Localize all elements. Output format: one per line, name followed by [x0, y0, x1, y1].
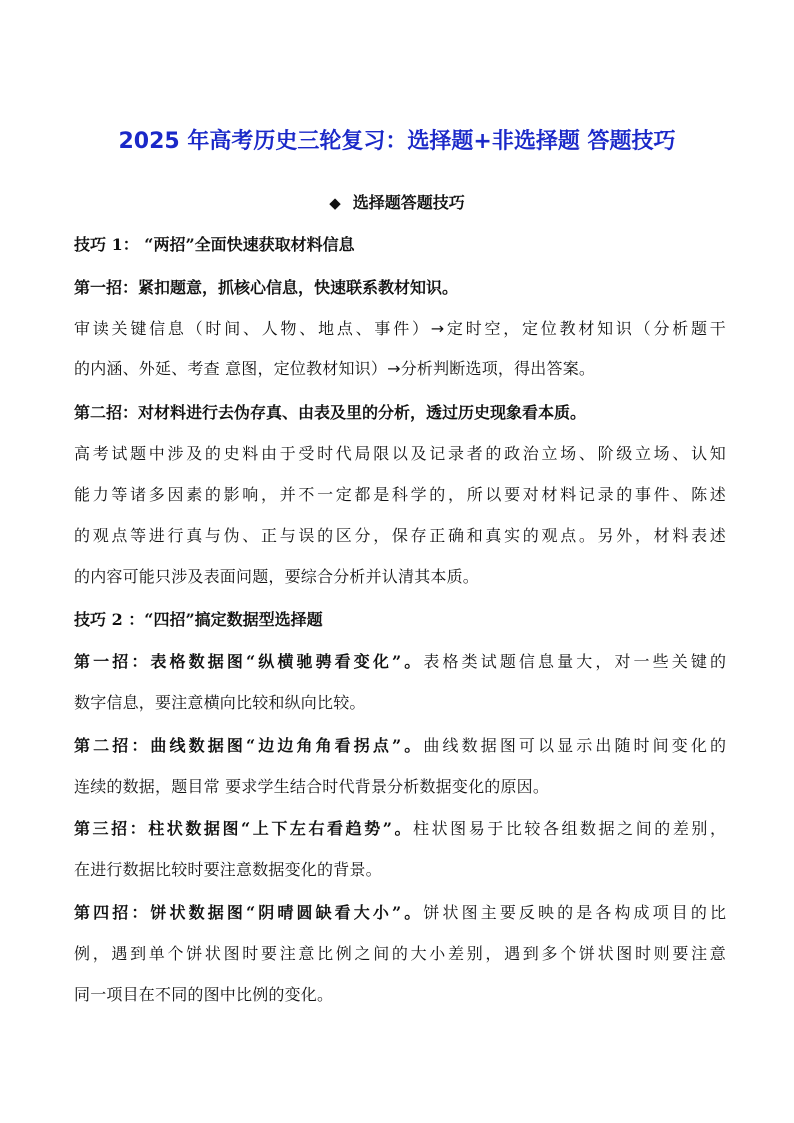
tip-2-item-3-text: 柱状图易于比较各组数据之间的差别，: [413, 819, 726, 838]
tip-2-item-4-lead: 第四招：饼状数据图“阴晴圆缺看大小”。: [74, 903, 424, 922]
tip-2-item-1: [74, 650, 726, 674]
tip-2-item-2-lead: 第二招：曲线数据图“边边角角看拐点”。: [74, 736, 424, 755]
section-heading-label: 选择题答题技巧: [352, 193, 465, 212]
tip-2-item-1-text: 表格类试题信息量大，对一些关键的: [423, 652, 726, 671]
tip-2-item-4-continuation: 同一项目在不同的图中比例的变化。: [74, 985, 334, 1004]
tip-1-heading: 技巧 1： “两招”全面快速获取材料信息: [74, 235, 355, 254]
tip-1-move-2-heading: 第二招：对材料进行去伪存真、由表及里的分析，透过历史现象看本质。: [74, 403, 587, 422]
section-heading: [0, 191, 794, 215]
tip-2-item-2: [74, 734, 726, 758]
tip-2-item-3-continuation: 在进行数据比较时要注意数据变化的背景。: [74, 860, 382, 879]
tip-2-item-3-lead: 第三招：柱状数据图“上下左右看趋势”。: [74, 819, 414, 838]
tip-2-item-1-continuation: 数字信息，要注意横向比较和纵向比较。: [74, 693, 366, 712]
tip-2-item-4-continuation: 例，遇到单个饼状图时要注意比例之间的大小差别，遇到多个饼状图时则要注意: [74, 944, 726, 963]
tip-2-item-3: [74, 817, 726, 841]
tip-1-move-1-heading: 第一招：紧扣题意，抓核心信息，快速联系教材知识。: [74, 278, 459, 297]
tip-2-item-1-lead: 第一招：表格数据图“纵横驰骋看变化”。: [74, 652, 424, 671]
tip-1-move-2-body-line: 的内容可能只涉及表面问题，要综合分析并认清其本质。: [74, 567, 480, 586]
diamond-bullet-icon: ◆: [329, 194, 341, 212]
tip-1-move-1-body-line: 审读关键信息（时间、人物、地点、事件）→定时空，定位教材知识（分析题干: [74, 319, 726, 338]
tip-1-move-2-body-line: 能力等诸多因素的影响，并不一定都是科学的，所以要对材料记录的事件、陈述: [74, 485, 726, 504]
document-title: 2025 年高考历史三轮复习：选择题+非选择题 答题技巧: [118, 129, 676, 154]
tip-2-item-2-text: 曲线数据图可以显示出随时间变化的: [423, 736, 726, 755]
tip-1-move-2-body-line: 的观点等进行真与伪、正与误的区分，保存正确和真实的观点。另外，材料表述: [74, 526, 726, 545]
tip-2-item-4-text: 饼状图主要反映的是各构成项目的比: [423, 903, 726, 922]
tip-2-item-4: [74, 901, 726, 925]
tip-2-heading: 技巧 2 ：“四招”搞定数据型选择题: [74, 610, 323, 629]
tip-1-move-1-body-line: 的内涵、外延、考查 意图，定位教材知识）→分析判断选项，得出答案。: [74, 359, 596, 378]
tip-2-item-2-continuation: 连续的数据，题目常 要求学生结合时代背景分析数据变化的原因。: [74, 777, 550, 796]
tip-1-move-2-body-line: 高考试题中涉及的史料由于受时代局限以及记录者的政治立场、阶级立场、认知: [74, 444, 726, 463]
